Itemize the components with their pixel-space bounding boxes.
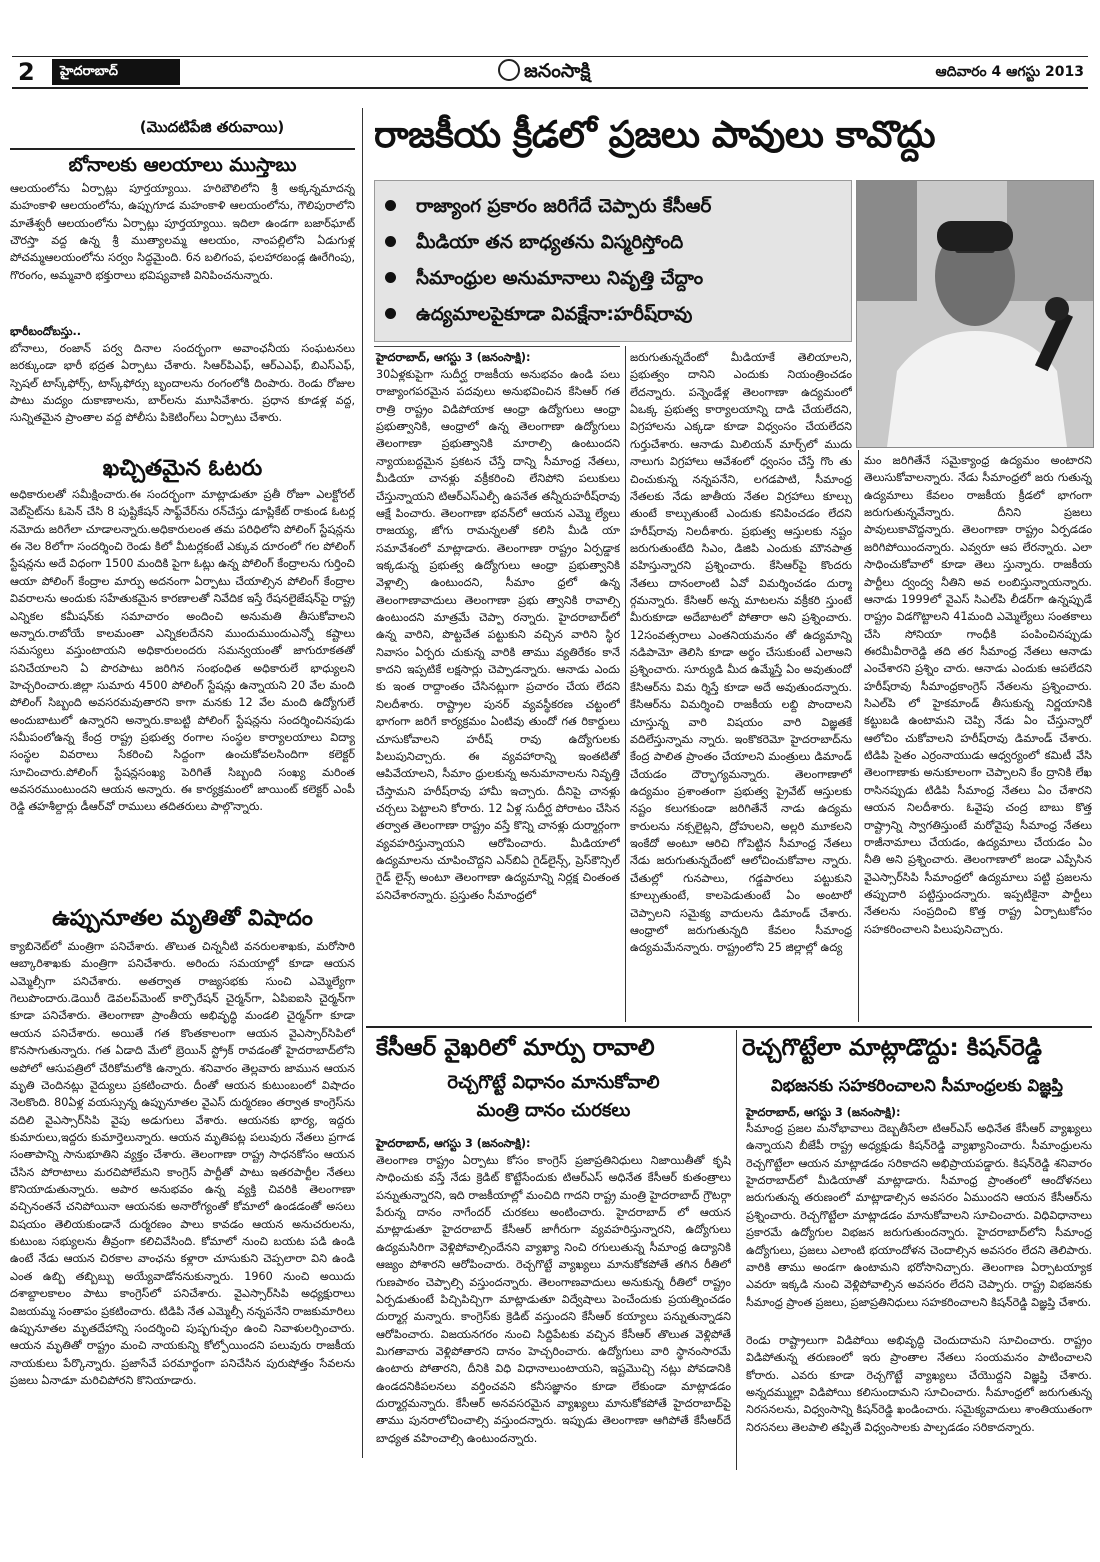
divider: [374, 346, 620, 347]
bullet-icon: [385, 200, 396, 211]
bullet-item: ఉద్యమాలపైకూడా వివక్షేనా:హరీష్‌రావు: [385, 297, 851, 333]
column-rule: [736, 1030, 737, 1470]
s3-body: క్యాబినెట్‌లో మంత్రిగా పనిచేశారు. తొలుత చిన్ననీటి వనరులశాఖకు, మరోసారి ఆబ్కారిశాఖకు మంత్రిగా పనిచేశారు. అరిందు సమయాల్లో కూడా ఆయన ఎమ్మెల్సీగా పనిచేశారు. అతర్వాత రాజ్యసభకు సుంచి ఎమ్మెల్యేగా గెలుపొందారు.డెయిరీ డెవలప్‌మెంట్ కార్పొరేషన్ చైర్మన్‌గా, ఏపిఐఐసి చైర్మన్‌గా కూడా పనిచేశారు. తెలంగాణా ప్రాంతీయ అభివృద్ధి మండలి చైర్మన్‌గా కూడా ఆయన పనిచేశారు. అయితే గత కొంతకాలంగా ఆయన వైఎస్సార్‌సిపిలో కొనసాగుతున్నారు. గత ఏడాది మేలో బ్రెయిన్ స్ట్రోక్ రావడంతో హైదరాబాద్‌లోని అపోలో ఆసుపత్రిలో చేరికోమలోకి ఉన్నారు. శనివారం తెల్లవారు జామున ఆయన మృతి చెందినట్లు వైద్యులు ప్రకటించారు. దీంతో ఆయన కుటుంబంలో విషాదం నెలకొంది. 80ఏళ్ల వయస్సున్న ఉప్పునూతల వైఎస్ దుర్మరణం తర్వాత కాంగ్రెస్‌ను వదిలి వైఎస్సార్‌సిపి వైపు అడుగులు వేశారు. ఆయనకు భార్య, ఇద్దరు కుమారులు,ఇద్దరు కుమార్తెలున్నారు. ఆయన మృతిపట్ల పలువురు నేతలు ప్రగాడ సంతాపాన్ని సానుభూతిని వ్యక్తం చేశారు. తెలంగాణా రాష్ట్ర సాధనకోసం ఆయన చేసిన పోరాటాలు మరచిపోలేమని కాంగ్రెస్ పార్టీతో పాటు ఇతరపార్టీల నేతలు కొనియాడుతున్నారు. అపార అనుభవం ఉన్న వ్యక్తి చివరికి తెలంగాణా వచ్చినంతనే చనిపోయినా ఆయనకు అనారోగ్యంతో కోమాలో ఉండడంతో అసలు విషయం తెలియకుండానే దుర్మరణం పాలు కావడం ఆయన అనుచరులను, కుటుంబ సభ్యులను తీవ్రంగా కలిచివేసింది. కోమాలో నుంచి బయట పడి ఉండి ఉంటే నేడు ఆయన చిరకాల వాంఛను కళ్లారా చూసుకుని చెప్పలారా విని ఉండి ఎంత ఉబ్బి తబ్బిబ్బు అయ్యేవాడోననుకున్నారు. 1960 నుంచి అయిదు దశాబ్దాలకాలం పాటు కాంగ్రెస్‌లో పనిచేశారు. వైఎస్సార్‌సిపి అధ్యక్షురాలు విజయమ్మ సంతాపం ప్రకటించారు. టిడిపి నేత ఎమ్మెల్సీ నన్నపనేని రాజకుమారిలు ఉప్పునూతల మృతదేహాన్ని సందర్శించి పుష్పగుచ్ఛం ఉంచి నివాళులర్పించారు. ఆయన మృతితో రాష్ట్రం మంచి నాయకున్ని కోల్పోయిందని పలువురు రాజకీయ నాయకులు పేర్కొన్నారు. ప్రజాసేవే పరమార్థంగా పనిచేసిన పురుషోత్తం సేవలను ప్రజలు ఏనాడూ మరిచిపోరని కొనియాడారు.: [10, 940, 355, 1387]
s1-body: ఆలయంలోను ఏర్పాట్లు పూర్తయ్యాయి. హరిబౌలిలోని శ్రీ అక్కన్నమాదన్న మహంకాళి ఆలయంలోను, ఉప్పుగూడ మహంకాళి ఆలయంలోను, గౌలిపురాలోని మాతేశ్వరీ ఆలయంలోను ఏర్పాట్లు పూర్తయ్యాయి. ఇదిలా ఉండగా బజార్‌ఘాట్ చౌరస్తా వద్ద ఉన్న శ్రీ ముత్యాలమ్మ ఆలయం, నాంపల్లిలోని ఏడుగుళ్ల పోచమ్మఆలయంలోను సర్వం సిద్ధమైంది. 6న బలిగంప, ఫలహారబండ్ల ఊరేగింపు, గొరంగం, అమ్మవారి భక్తురాలు భవిష్యవాణి వినిపించనున్నారు.: [10, 182, 355, 282]
column-rule: [625, 346, 626, 1022]
page-number: 2: [18, 58, 35, 86]
bullet-icon: [385, 308, 396, 319]
story3-headline: రెచ్చగొట్టేలా మాట్లాడొద్దు: కిషన్‌రెడ్డి: [742, 1035, 1042, 1061]
lead-headline: రాజకీయ క్రీడలో ప్రజలు పావులు కావొద్దు: [374, 112, 936, 156]
s1-title: బోనాలకు ఆలయాలు ముస్తాబు: [68, 154, 297, 176]
story3-subhead: విభజనకు సహకరించాలని సీమాంధ్రలకు విజ్ఞప్తి: [770, 1076, 1063, 1095]
lead-bullet-box: [374, 180, 852, 342]
issue-date: ఆదివారం 4 ఆగస్టు 2013: [935, 64, 1084, 80]
story3-body-2: రెండు రాష్ట్రాలుగా విడిపోయి అభివృద్ధి చెందుదామని సూచించారు. రాష్ట్రం విడిపోతున్న తరుణంలో ఇరు ప్రాంతాల నేతలు సంయమనం పాటించాలని కోరారు. ఎవరు కూడా రెచ్చగొట్టే వ్యాఖ్యలు చేయొద్దని విజ్ఞప్తి చేశారు. అన్నదమ్ముల్లా విడిపోయి కలిసుందామని సూచించారు. సీమాంధ్రలో జరుగుతున్న నిరసనలను, విధ్వంసాన్ని కిషన్‌రెడ్డి ఖండించారు. సమైక్యవాదులు శాంతియుతంగా నిరసనలు తెలపాలి తప్పితే విధ్వంసాలకు పాల్పడడం సరికాదన్నారు.: [746, 1334, 1092, 1434]
page-header: [12, 56, 1088, 89]
column-rule: [362, 108, 363, 1458]
bullet-item: మీడియా తన బాధ్యతను విస్మరిస్తోంది: [385, 225, 851, 261]
s1-subhead: భారీబందోబస్తు..: [10, 325, 82, 338]
lead-photo: [856, 180, 1094, 448]
story2-dateline: హైదరాబాద్, ఆగస్టు 3 (జనంసాక్షి):: [376, 1137, 531, 1150]
column-rule: [858, 450, 859, 1022]
continued-label: (మొదటిపేజి తరువాయి): [139, 118, 285, 136]
lead-body-col1: 30ఏళ్లకుపైగా సుదీర్ఘ రాజకీయ అనుభవం ఉండి పలు రాజ్యాంగపరమైన పదవులు అనుభవించిన కేసిఆర్ గత రాత్రి రాష్ట్రం విడిపోయాక ఆంధ్రా ఉద్యోగులు ఆంధ్రా ప్రభుత్వానికి, ఆంధ్రాలో ఉన్న తెలంగాణా ఉద్యోగులు తెలంగాణా ప్రభుత్వానికి మారాల్సి ఉంటుందని న్యాయబద్దమైన ప్రకటన చేస్తే దాన్ని సీమాంధ్ర నేతలు, మీడియా చానళ్లు వక్రీకరించి లేనిపోని పలుకులు చేస్తున్నాయని టిఆర్ఎస్ఎల్పీ ఉపనేత తన్నీరుహరీష్‌రావు ఆక్షే పించారు. తెలంగాణా భవన్‌లో ఆయన ఎమ్మె ల్యేలు రాజయ్య, జోగు రామన్నలతో కలిసి మీడి యా సమావేశంలో మాట్లాడారు. తెలంగాణా రాష్ట్రం ఏర్పడ్డాక ఇక్కడున్న ప్రభుత్వ ఉద్యోగులు ఆంధ్రా ప్రభుత్వానికి వెళ్లాల్సి ఉంటుందని, సీమాం ధ్రలో ఉన్న తెలంగాణావాదులు తెలంగాణా ప్రభు త్వానికి రావాల్సి ఉంటుందని మాత్రమే చెప్పా రన్నారు. హైదరాబాద్‌లో ఉన్న వారిని, పొట్టచేత పట్టుకుని వచ్చిన వారిని స్థిర నివాసం ఏర్పరు చుకున్న వారికి తాము వ్యతిరేకం కానే కాదని ఇప్పటికే లక్షసార్లు చెప్పాడన్నారు. ఆనాడు ఎందు కు ఇంత రాద్దాంతం చేసినట్లుగా ప్రచారం చేయ లేదని నిలదీశారు. రాష్ట్రాల పునర్ వ్యవస్థీకరణ చట్టంలో భాగంగా జరిగే కార్యక్రమం ఏంటివు తుందో గత రికార్డులు చూసుకోవాలని హరీష్ రావు ఉద్యోగులకు పిలుపునిచ్చారు. ఈ వ్యవహారాన్ని ఇంతటితో ఆపివేయాలని, సీమాం ధ్రులకున్న అనుమానాలను నివృత్తి చేస్తామని హరీష్‌రావు హామీ ఇచ్చారు. దీనిపై చానళ్లు చర్చలు పెట్టాలని కోరారు. 12 ఏళ్ల సుదీర్ఘ పోరాటం చేసిన తర్వాత తెలంగాణా రాష్ట్రం వస్తే కొన్ని చానళ్లు దుర్మార్గంగా వ్యవహరిస్తున్నాయని ఆరోపించారు. మీడియాలో ఉద్యమాలను చూపించొద్దని ఎన్‌బిఏ గైడ్‌లైన్స్, ప్రెస్‌కౌన్సిల్ గైడ్ లైన్స్ అంటూ తెలంగాణా ఉద్యమాన్ని నిర్లక్ష చింతంత పనిచేశారన్నారు. ప్రస్తుతం సీమాంధ్రలో: [376, 368, 620, 902]
newspaper-logo-icon: [498, 59, 520, 81]
lead-body-col3: మం జరిగితేనే సమైక్యాంధ్ర ఉద్యమం అంటారని తెలుసుకోవాలన్నారు. నేడు సీమాంధ్రలో జరు గుతున్న ఉద్యమాలు కేవలం రాజకీయ క్రీడలో భాగంగా జరుగుతున్నవేన్నారు. దీనిని ప్రజలు పావులుకావొద్దన్నారు. తెలంగాణా రాష్ట్రం ఏర్పడడం జరిగిపోయిందన్నారు. ఎవ్వరూ ఆప లేరన్నారు. ఎలా సాధించుకోవాలో కూడా తెలు స్తున్నారు. రాజకీయ పార్టీలు ద్వంద్వ నీతిని అవ లంబిస్తున్నాయన్నారు. ఆనాడు 1999లో వైఎస్ సిఎల్‌పి లీడర్‌గా ఉన్నప్పుడే రాష్ట్రం విడగొట్టాలని 41మంది ఎమ్మెల్యేలు సంతకాలు చేసి సోనియా గాంధీకి పంపించినప్పుడు ఈరమీవీరారెడ్డి తది తర సీమాంధ్ర నేతలు ఆనాడు ఎంచేశారని ప్రశ్నిం చారు. ఆనాడు ఎందుకు ఆపలేదని హరీష్‌రావు సీమాంధ్రకాంగ్రెస్ నేతలను ప్రశ్నించారు. సిఎల్‌పి లో హైకమాండ్ తీసుకున్న నిర్ణయానికి కట్టుబడి ఉంటామని చెప్పి నేడు ఏం చేస్తున్నారో ఆలోచిం చుకోవాలని హరీష్‌రావు డిమాండ్ చేశారు. టిడిపి సైతం ఎర్రంనాయుడు ఆధ్వర్యంలో కమిటీ వేసి తెలంగాణాకు అనుకూలంగా చెప్పాలని కేం ద్రానికి లేఖ రాసినప్పుడు టిడిపి సీమాంధ్ర నేతలు ఏం చేశారని ఆయన నిలదీశారు. ఓవైపు చంద్ర బాబు కొత్త రాష్ట్రాన్ని స్వాగతిస్తుంటే మరోవైపు సీమాంధ్ర నేతలు రాజీనామాలు చేయడం, ఉద్యమాలు చేయడం ఏం నీతి అని ప్రశ్నించారు. తెలంగాణాలో జండా ఎప్పేసిన వైఎస్సార్‌సిపి సీమాంధ్రలో ఉద్యమాలు పట్టి ప్రజలను తప్పుదారి పట్టిస్తుందన్నారు. ఇప్పటికైనా పార్టీలు నేతలను సంప్రదించి కొత్త రాష్ట్ర ఏర్పాటుకోసం సహకరించాలని పిలుపునిచ్చారు.: [864, 454, 1092, 936]
s2-body: అధికారులతో సమీక్షించారు.ఈ సందర్భంగా మాట్లాడుతూ ప్రతీ రోజూ ఎలక్టోరల్ వెబ్‌సైట్‌ను ఓపెన్ చేసి 8 పుష్టికేషన్ సాఫ్ట్‌వేర్‌ను రన్‌చేస్తు డూప్లికేట్ రాకుండ ఓటర్ల నమోదు జరిగేలా చూడాలన్నారు.అధికారులంత తమ పరిధిలోని పోలింగ్ స్టేషన్లను ఈ నెల 8లోగా సందర్శించి రెండు కిలో మీటర్లకంటే ఎక్కువ దూరంలో గల పోలింగ్ స్టేషన్లను అదే విధంగా 1500 మందికి పైగా ఓట్లు ఉన్న పోలింగ్ కేంద్రాలను గుర్తించి ఆయా పోలింగ్ కేంద్రాల మార్పు అదనంగా ఏర్పాటు చేయాల్సిన పోలింగ్ కేంద్రాల వివరాలను అందుకు సహేతుకమైన కారణాలతో నివేదిక ఇస్తే రేషనలైజేషన్‌పై రాష్ట్ర ఎన్నికల కమీషన్‌కు సమాచారం అందించి అనుమతి తీసుకోవాలని అన్నారు.రాబోయే కాలమంతా ఎన్నికలదేనని ముందుముందుఎన్నో కష్టాలు సమస్యలు వస్తుంటాయని అధికారులందరు సమన్వయంతో జాగురూకతతో పనిచేయాలని ఏ పొరపాటు జరిగిన సంభంధిత అధికారులే భాధ్యులని హెచ్చరించారు.జిల్లా సుమారు 4500 పోలింగ్ స్టేషన్లు ఉన్నాయని 20 వేల మంది పోలింగ్ సిబ్బంది అవసరమవుతారని కాగా మనకు 12 వేల మంది ఉద్యోగులే అందుబాటులో ఉన్నారని అన్నారు.కాబట్టి పోలింగ్ స్టేషన్లను సందర్శించినపుడు సమీపంలోఉన్న కేంద్ర రాష్ట్ర ప్రభుత్వ రంగాల సంస్థల కార్యాలయాలు విద్యా సంస్థల వివరాలు సేకరించి సిద్దంగా ఉంచుకోవలసిందిగా కలెక్టర్ సూచించారు.పోలింగ్ స్టేషన్లసంఖ్య పెరిగితే సిబ్బంది సంఖ్య మరింత అవసరముంటుందని ఆయన అన్నారు. ఈ కార్యక్రమంలో జాయింట్ కలెక్టర్ ఎంపీ రెడ్డి తహశీల్దార్లు డీఆర్‌వో రాములు తదితరులు పాల్గొన్నారు.: [10, 488, 355, 814]
story2-subhead-2: మంత్రి దానం చురకలు: [476, 1100, 631, 1121]
speaker-photo-illustration: [857, 181, 1093, 447]
story2-headline: కేసీఆర్ వైఖరిలో మార్పు రావాలి: [376, 1035, 655, 1061]
lead-body-col2: జరుగుతున్నదేంటో మీడియాకే తెలియాలని, ప్రభుత్వం దానిని ఎందుకు నియంత్రించడం లేదన్నారు. పన్నెండేళ్ల తెలంగాణా ఉద్యమంలో ఏఒక్క ప్రభుత్వ కార్యాలయాన్ని దాడి చేయలేదని, విగ్రహాలను ఎక్కడా కూడా విధ్వంసం చేయలేదని గుర్తుచేశారు. ఆనాడు మిలియన్ మార్చ్‌లో ముదు నాలుగు విగ్రహాలు ఆవేశంలో ధ్వంసం చేస్తే గొం తు చించుకున్న నన్నపనేని, లగడపాటి, సీమాంధ్ర నేతలకు నేడు జాతీయ నేతల విగ్రహాలు కూల్చు తుంటే కాల్చుతుంటే ఎందుకు కనిపించడం లేదని హరీష్‌రావు నిలదీశారు. ప్రభుత్వ ఆస్తులకు నష్టం జరుగుతుంటేది సిఎం, డిజిపి ఎందుకు మౌనపాత్ర వహిస్తున్నారని ప్రశ్నించారు. కేసిఆర్‌పై కొందరు నేతలు దానంలాంటి ఏవో విమర్శించడం దుర్మా ర్గమన్నారు. కేసిఆర్ అన్న మాటలను వక్రీకరి స్తుంటే మీరుకూడా అదేబాటలో పోతారా అని ప్రశ్నించారు. 12సంవత్సరాలు ఎంతనియమనం తో ఉద్యమాన్ని నడిపామో తెలిసి కూడా అర్థం చేసుకుంటే ఎలాఅని ప్రశ్నించారు. సూర్యుడి మీద ఉమ్మేస్తే ఏం అవుతుందో కేసిఆర్‌ను విమ ర్శిస్తే కూడా అదే అవుతుందన్నారు. కేసిఆర్‌ను విమర్శించి రాజకీయ లబ్ది పొందాలని చూస్తున్న వారి విషయం వారి విజ్ఞతకే వదిలేస్తున్నామ న్నారు. ఇంకొకరెమో హైదరాబాద్‌ను కేంద్ర పాలిత ప్రాంతం చేయాలని మంత్రులు డిమాండ్ చేయడం దౌర్భాగ్యమన్నారు. తెలంగాణాలో ఉద్యమం ప్రశాంతంగా ప్రభుత్వ ప్రైవేట్ ఆస్తులకు నష్టం కలుగకుండా జరిగితేనే నాడు ఉద్యమ కారులను నక్సలైట్లని, ద్రోహులని, అల్లరి మూకలని ఇంకేదో అంటూ ఆరిచి గోపెట్టిన సీమాంధ్ర నేతలు నేడు జరుగుతున్నదేంటో ఆలోచించుకోవాల న్నారు. చేతుల్లో గునపాలు, గడ్డపారలు పట్టుకుని కూల్చుతుంటే, కాలపెడుతుంటే ఏం అంటారో చెప్పాలని సమైక్య వాదులను డిమాండ్ చేశారు. ఆంధ్రాలో జరుగుతున్నది కేవలం సీమాంధ్ర ఉద్యమమేనన్నారు. రాష్ట్రంలోని 25 జిల్లాల్లో ఉద్య: [630, 351, 852, 955]
masthead: [498, 55, 590, 87]
bullet-item: రాజ్యాంగ ప్రకారం జరిగేదే చెప్పారు కేసీఆర్: [385, 189, 851, 225]
s2-title: ఖచ్చితమైన ఓటరు: [102, 456, 263, 481]
masthead-title: జనంసాక్షి: [524, 60, 591, 82]
divider: [366, 1026, 1092, 1028]
lead-dateline: హైదరాబాద్, ఆగస్టు 3 (జనంసాక్షి):: [376, 351, 531, 364]
story3-body: సీమాంధ్ర ప్రజల మనోభావాలు దెబ్బతీసేలా టిఆర్ఎస్ అధినేత కేసీఆర్ వ్యాఖ్యలు ఉన్నాయని బీజేపీ రాష్ట్ర అధ్యక్షుడు కిషన్‌రెడ్డి వ్యాఖ్యానించారు. సీమాంధ్రులను రెచ్చగొట్టేలా ఆయన మాట్లాడడం సరికాదని అభిప్రాయపడ్డారు. కిషన్‌రెడ్డి శనివారం హైదరాబాద్‌లో మీడియాతో మాట్లాడారు. సీమాంధ్ర ప్రాంతంలో ఆందోళనలు జరుగుతున్న తరుణంలో మాట్లాడాల్సిన అవసరం ఏముందని ఆయన కేసీఆర్‌ను ప్రశ్నించారు. రెచ్చగొట్టేలా మాట్లాడడం మానుకోవాలని సూచించారు. విధివిధానాలు ప్రకారమే ఉద్యోగుల విభజన జరుగుతుందన్నారు. హైదరాబాద్‌లోని సీమాంధ్ర ఉద్యోగులు, ప్రజలు ఎలాంటి భయాందోళన చెందాల్సిన అవసరం లేదని తెలిపారు. వారికి తాము అండగా ఉంటామని భరోసానిచ్చారు. తెలంగాణ ఏర్పాటయ్యాక ఎవరూ ఇక్కడి నుంచి వెళ్లిపోవాల్సిన అవసరం లేదని చెప్పారు. రాష్ట్ర విభజనకు సీమాంధ్ర ప్రాంత ప్రజలు, ప్రజాప్రతినిధులు సహకరించాలని కిషన్‌రెడ్డి విజ్ఞప్తి చేశారు.: [746, 1122, 1092, 1309]
story2-body: తెలంగాణ రాష్ట్రం ఏర్పాటు కోసం కాంగ్రెస్ ప్రజాప్రతినిధులు నిజాయితీతో కృషి సాధించుకు వస్తే నేడు క్రెడిట్ కొట్టేసేందుకు టిఆర్ఎస్ అధినేత కేసీఆర్ కుతంత్రాలు పన్నుతున్నారని, ఇది రాజకీయాల్లో మంచిది గాదని రాష్ట్ర మంత్రి హైదరాబాద్ గ్రౌటర్గా పేరున్న దానం నాగేందర్ చురకలు అంటించారు. హైదరాబాద్ లో ఆయన మాట్లాడుతూ హైదరాబాద్ కేసీఆర్ జాగీరుగా వ్యవహరిస్తున్నారని, ఉద్యోగులు ఉద్యమసిరిగా వెళ్లిపోవాల్సిందేనని వ్యాఖ్యా నించి రగులుతున్న సీమాంధ్ర ఉద్యానికి ఆజ్యం పోశారని ఆరోపించారు. రెచ్చగొట్టే వ్యాఖ్యలు మానుకోకపోతే తగిన రీతిలో గుణపాఠం చెప్పాల్సి వస్తుందన్నారు. తెలంగాణవాదులు అనుకున్న రీతిలో రాష్ట్రం ఏర్పడుతుంటే పిచ్చిపిచ్చిగా మాట్లాడుతూ విద్వేషాలు పెంచేందుకు ప్రయత్నించడం దుర్మార్గ మన్నారు. కాంగ్రెస్‌కు క్రెడిట్ వస్తుందని కేసీఆర్ కయ్యాలు పన్నుతున్నాడని ఆరోపించారు. విజయనగరం నుంచి సిద్దిపేటకు వచ్చిన కేసీఆర్ తొలుత వెళ్లిపోతే మిగతావారు వెళ్లిపోతారని దానం హెచ్చరించారు. ఉద్యోగులు వారి స్థానంసారమే ఉంటారు పోతారని, దీనికి విధి విధానాలుంటాయని, ఇష్టమొచ్చి నట్లు పోవడానికి ఉండదనికిపలనలు వర్తించవని కనీసజ్ఞానం కూడా లేకుండా మాట్లాడడం దుర్మార్గమన్నారు. కేసీఆర్ అనవసరమైన వ్యాఖ్యలు మానుకోకపోతే హైదరాబాద్‌పై తాము పునరాలోచించాల్సి వస్తుందన్నారు. ఇప్పుడు తెలంగాణా ఆగిపోతే కేసీఆర్‌దే బాధ్యత వహించాల్సి ఉంటుందన్నారు.: [376, 1154, 731, 1445]
s1-body2: బోనాలు, రంజాన్ పర్వ దినాల సందర్భంగా అవాంఛనీయ సంఘటనలు జరక్కుండా భారీ భద్రత ఏర్పాటు చేశారు. సిఆర్‌పిఎఫ్, ఆర్ఎఎఫ్, బిఎస్ఎఫ్, స్పెషల్ టాస్క్‌ఫోర్స్, టాస్క్‌ఫోర్సు బృందాలను రంగంలోకి దింపారు. రెండు రోజుల పాటు మద్యం దుకాణాలను, బార్‌లను మూసివేశారు. ప్రధాన కూడళ్ల వద్ద, సున్నితమైన ప్రాంతాల వద్ద పోలీసు పికెటింగ్‌లు ఏర్పాటు చేశారు.: [10, 342, 355, 425]
divider: [10, 148, 355, 150]
bullet-item: సీమాంధ్రుల అనుమానాలు నివృత్తి చేద్దాం: [385, 261, 851, 297]
story3-dateline: హైదరాబాద్, ఆగస్టు 3 (జనంసాక్షి):: [746, 1106, 901, 1119]
section-label: హైదరాబాద్: [52, 59, 180, 85]
bullet-icon: [385, 272, 396, 283]
bullet-icon: [385, 236, 396, 247]
story2-subhead-1: రెచ్చగొట్టే విధానం మానుకోవాలి: [447, 1072, 660, 1093]
s3-title: ఉప్పునూతల మృతితో విషాదం: [52, 906, 313, 931]
